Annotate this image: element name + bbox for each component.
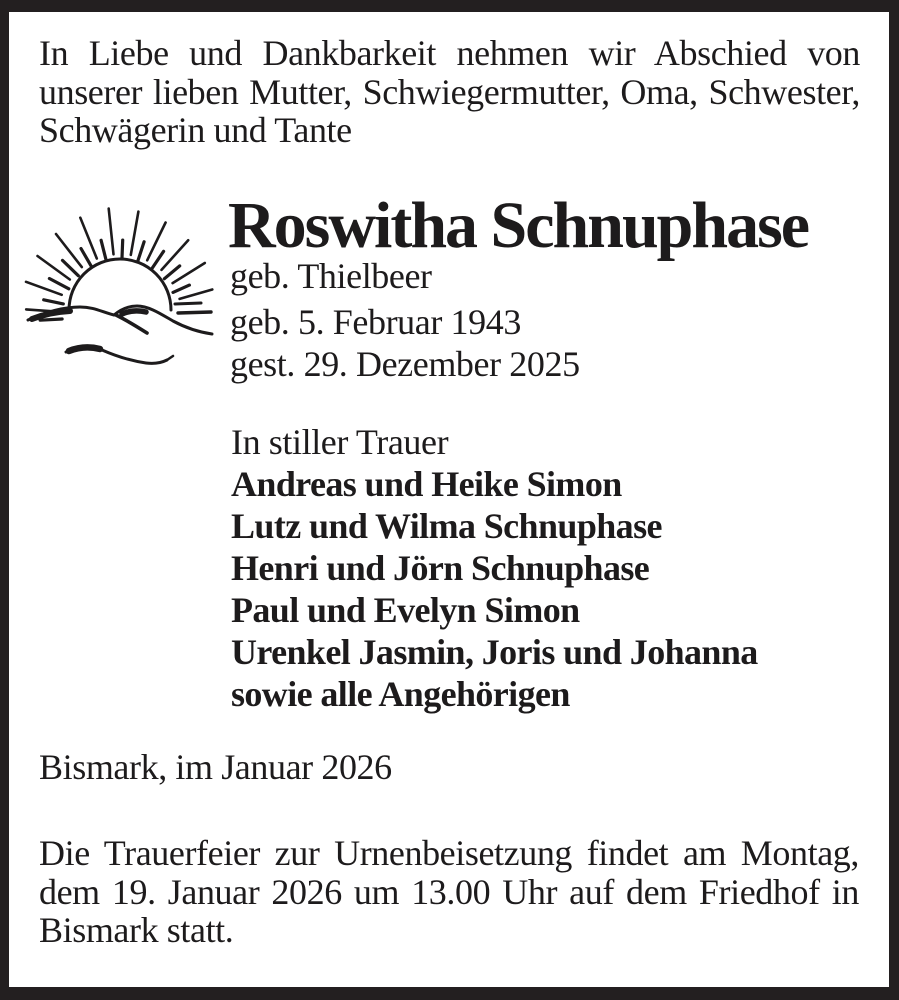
mourner-line: Lutz und Wilma Schnuphase <box>231 506 662 546</box>
place-date-line: Bismark, im Januar 2026 <box>39 747 392 787</box>
mourner-line: Henri und Jörn Schnuphase <box>231 548 650 588</box>
birth-death-dates <box>230 301 580 385</box>
mourner-line: sowie alle Angehörigen <box>231 674 570 714</box>
maiden-name: geb. Thielbeer <box>230 256 432 296</box>
closing-line: Bismark statt. <box>39 910 234 951</box>
deceased-name: Roswitha Schnuphase <box>228 189 809 262</box>
mourner-line: Urenkel Jasmin, Joris und Johanna <box>231 632 758 672</box>
death-date: gest. 29. Dezember 2025 <box>230 344 580 384</box>
opening-line: In Liebe und Dankbarkeit nehmen wir Abschied von <box>39 33 860 73</box>
opening-paragraph <box>39 34 860 150</box>
closing-paragraph <box>39 834 859 950</box>
opening-line: unserer lieben Mutter, Schwiegermutter, Oma, Schwester, <box>39 71 860 112</box>
mourners-list <box>231 463 758 715</box>
mourning-intro: In stiller Trauer <box>231 422 449 462</box>
rising-sun-icon <box>20 192 230 377</box>
mourner-line: Paul und Evelyn Simon <box>231 590 580 630</box>
opening-line: Schwägerin und Tante <box>39 110 352 150</box>
mourner-line: Andreas und Heike Simon <box>231 464 622 504</box>
closing-line: Die Trauerfeier zur Urnenbeisetzung findet am Montag, <box>39 833 859 873</box>
birth-date: geb. 5. Februar 1943 <box>230 302 521 342</box>
closing-line: dem 19. Januar 2026 um 13.00 Uhr auf dem Friedhof in <box>39 871 859 912</box>
